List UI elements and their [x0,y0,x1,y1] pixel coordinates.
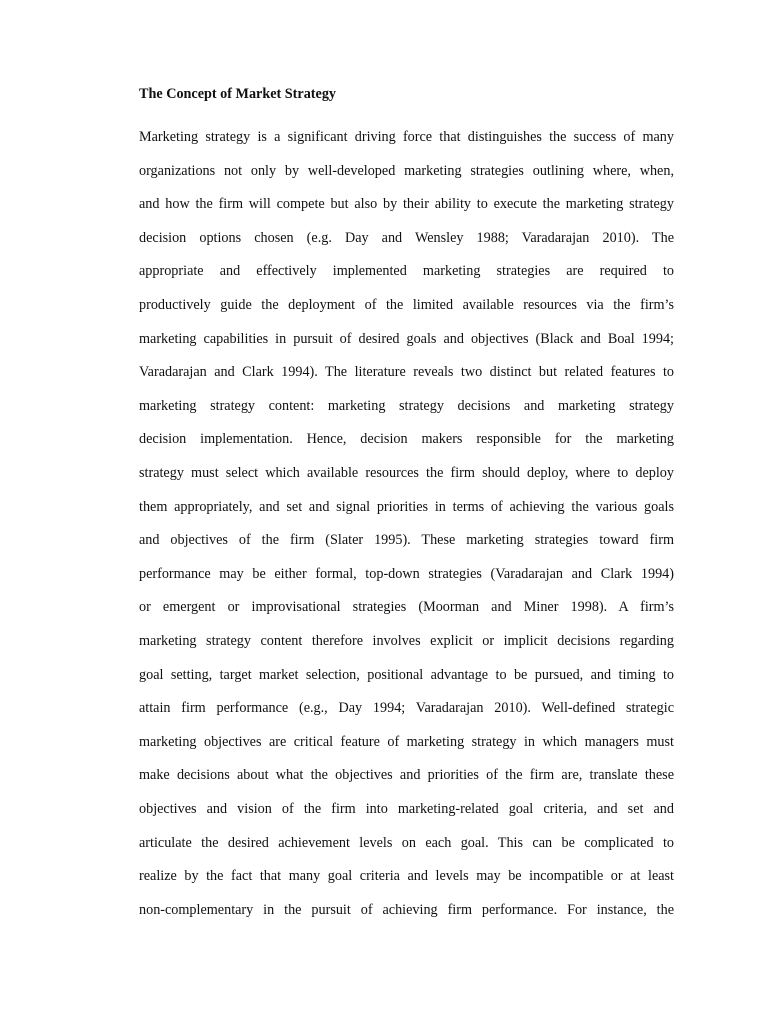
body-text-line: articulate the desired achievement levels on each goal. This can be complicated to [139,834,674,851]
body-text-line: marketing objectives are critical feature of marketing strategy in which managers must [139,733,674,750]
body-text-line: objectives and vision of the firm into marketing-related goal criteria, and set and [139,801,674,817]
body-text-line: marketing capabilities in pursuit of desired goals and objectives (Black and Boal 1994; [139,330,674,347]
section-heading: The Concept of Market Strategy [139,86,337,102]
body-text-line: decision implementation. Hence, decision makers responsible for the marketing [139,431,674,448]
body-text-line: and how the firm will compete but also by their ability to execute the marketing strategy [139,196,674,213]
body-text-line: and objectives of the firm (Slater 1995). These marketing strategies toward firm [139,532,674,549]
body-text-line: performance may be either formal, top-down strategies (Varadarajan and Clark 1994) [139,565,674,582]
body-text-line: Varadarajan and Clark 1994). The literature reveals two distinct but related features to [139,364,674,381]
body-text-line: them appropriately, and set and signal priorities in terms of achieving the various goals [139,498,674,515]
body-text-line: marketing strategy content: marketing strategy decisions and marketing strategy [139,397,674,414]
body-text-line: make decisions about what the objectives and priorities of the firm are, translate these [139,767,674,784]
body-text-line: organizations not only by well-developed marketing strategies outlining where, when, [139,162,674,179]
body-text-line: realize by the fact that many goal criteria and levels may be incompatible or at least [139,868,674,885]
body-text-line: goal setting, target market selection, positional advantage to be pursued, and timing to [139,666,674,683]
body-text-line: strategy must select which available resources the firm should deploy, where to deploy [139,465,674,481]
body-text-line: productively guide the deployment of the limited available resources via the firm’s [139,297,674,313]
body-text-line: or emergent or improvisational strategies (Moorman and Miner 1998). A firm’s [139,599,674,616]
body-text-line: marketing strategy content therefore involves explicit or implicit decisions regarding [139,633,674,649]
body-text-line: attain firm performance (e.g., Day 1994; Varadarajan 2010). Well-defined strategic [139,700,674,717]
body-text-line: appropriate and effectively implemented marketing strategies are required to [139,263,674,280]
body-text-line: Marketing strategy is a significant driving force that distinguishes the success of many [139,129,674,145]
body-text-line: decision options chosen (e.g. Day and Wensley 1988; Varadarajan 2010). The [139,229,674,246]
body-text-line: non-complementary in the pursuit of achieving firm performance. For instance, the [139,901,674,918]
